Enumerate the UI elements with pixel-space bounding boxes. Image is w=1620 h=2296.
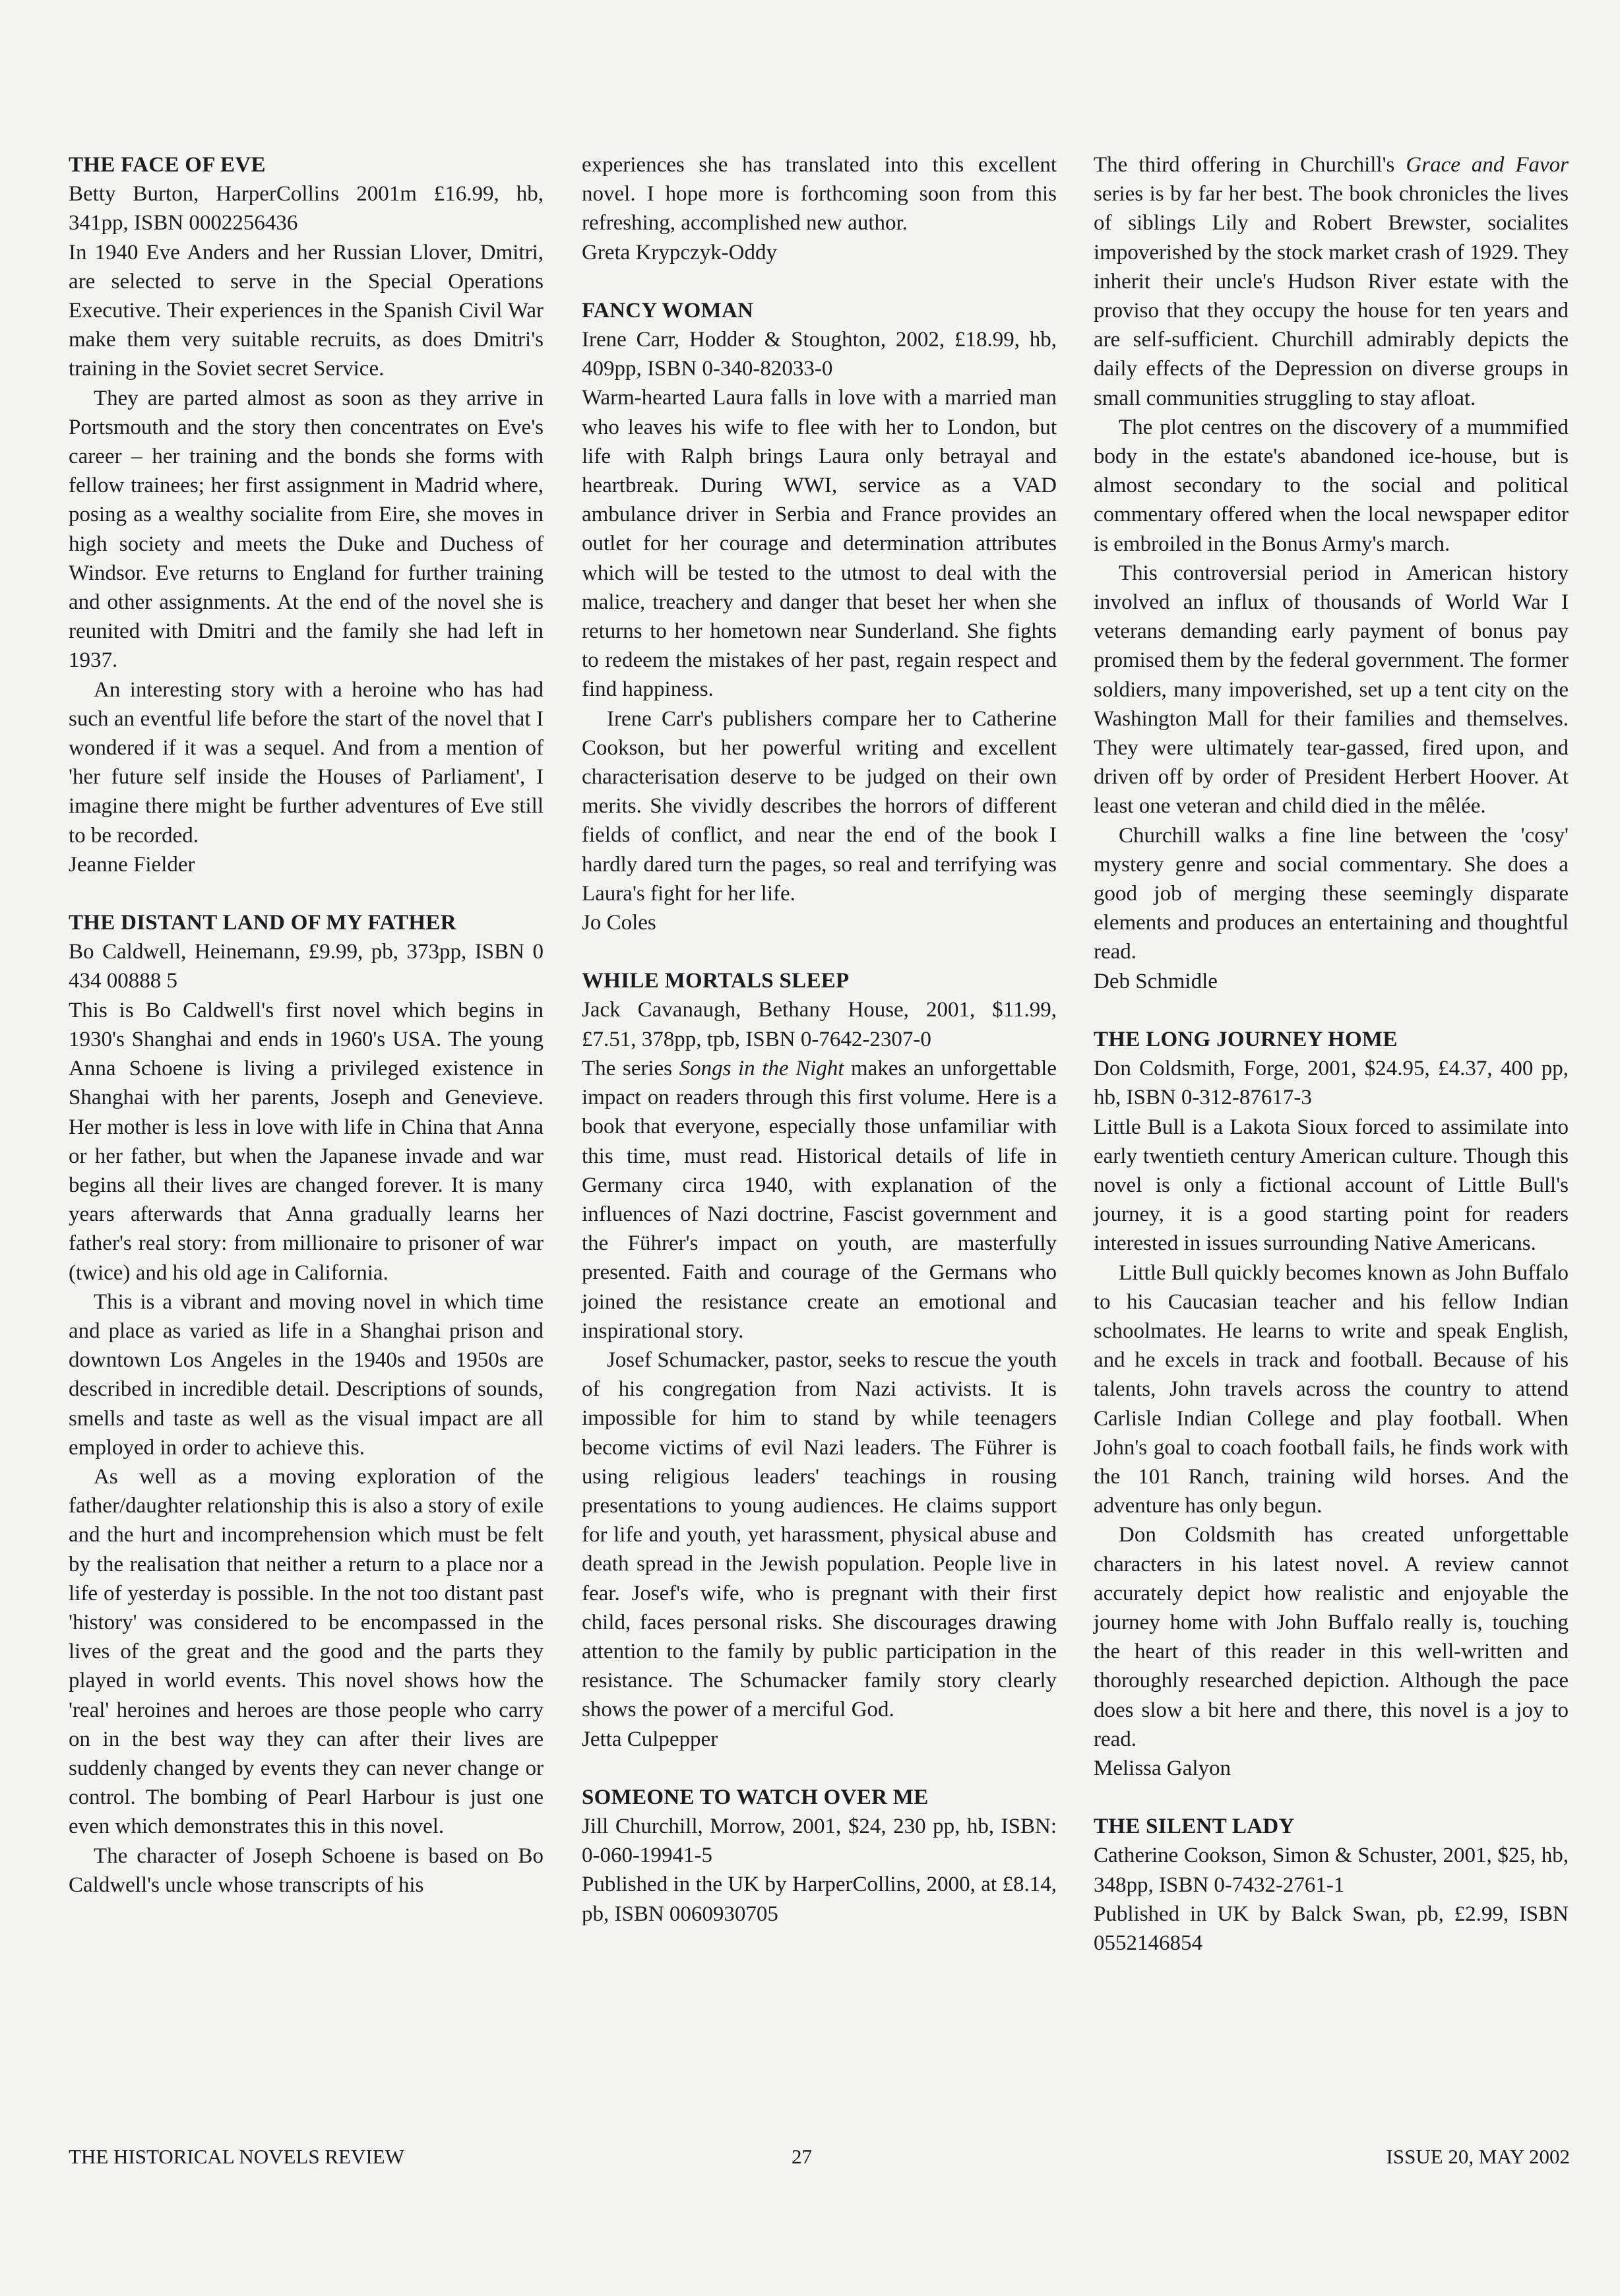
review-biblio: Betty Burton, HarperCollins 2001m £16.99, hb, 341pp, ISBN 0002256436 xyxy=(69,182,544,235)
reviewer-name: Deb Schmidle xyxy=(1094,969,1218,993)
review-paragraph: experiences she has translated into this excellent novel. I hope more is forthcoming soon from this refreshing, accomplished new author. xyxy=(582,153,1057,235)
review-biblio: Don Coldsmith, Forge, 2001, $24.95, £4.37, 400 pp, hb, ISBN 0-312-87617-3 xyxy=(1094,1057,1569,1110)
series-title: Grace and Favor xyxy=(1406,153,1569,177)
reviewer-name: Melissa Galyon xyxy=(1094,1756,1231,1780)
review-title: FANCY WOMAN xyxy=(582,298,754,323)
review-paragraph: This controversial period in American history involved an influx of thousands of World War I veterans demanding early payment of bonus pay promised them by the federal government. The former soldiers, many impoverished, set up a tent city on the Washington Mall for their families and themselves. They were ultimately tear-gassed, fired upon, and driven off by order of President Herbert Hoover. At least one veteran and child died in the mêlée. xyxy=(1094,561,1569,819)
review-paragraph: The character of Joseph Schoene is based on Bo Caldwell's uncle whose transcripts of his xyxy=(69,1844,544,1897)
review-biblio: Jack Cavanaugh, Bethany House, 2001, $11.99, £7.51, 378pp, tpb, ISBN 0-7642-2307-0 xyxy=(582,998,1057,1051)
review-title: THE DISTANT LAND OF MY FATHER xyxy=(69,911,456,935)
reviewer-name: Jeanne Fielder xyxy=(69,852,195,877)
review-title: THE LONG JOURNEY HOME xyxy=(1094,1027,1398,1051)
review-paragraph: This is a vibrant and moving novel in which time and place as varied as life in a Shanghai prison and downtown Los Angeles in the 1940s and 1950s are described in incredible detail. Descriptions of sounds, smells and taste as well as the visual impact are all employed in order to achieve this. xyxy=(69,1289,544,1460)
review-fancy-woman xyxy=(582,296,1057,937)
review-someone-to-watch-over-me-continued xyxy=(1094,150,1569,996)
review-paragraph: Little Bull is a Lakota Sioux forced to assimilate into early twentieth century American culture. Though this novel is only a fictional account of Little Bull's journey, it is a good starting point for readers interested in issues surrounding Native Americans. xyxy=(1094,1115,1569,1256)
page-number: 27 xyxy=(792,2145,812,2168)
text-span: makes an unforgettable impact on readers through this first volume. Here is a book that everyone, especially those unfamiliar with this time, must read. Historical details of life in Germany circa 1940, with explanation of the influences of Nazi doctrine, Fascist government and the Führer's impact on youth, are masterfully presented. Faith and courage of the Germans who joined the resistance create an emotional and inspirational story. xyxy=(582,1056,1057,1343)
review-title: THE SILENT LADY xyxy=(1094,1815,1295,1839)
issue-info: ISSUE 20, MAY 2002 xyxy=(1386,2145,1570,2168)
review-title: THE FACE OF EVE xyxy=(69,153,266,177)
review-paragraph: The plot centres on the discovery of a mummified body in the estate's abandoned ice-house, but is almost secondary to the social and political commentary offered when the local newspaper editor is embroiled in the Bonus Army's march. xyxy=(1094,415,1569,556)
review-paragraph: Churchill walks a fine line between the 'cosy' mystery genre and social commentary. She does a good job of merging these seemingly disparate elements and produces an entertaining and thoughtful read. xyxy=(1094,823,1569,964)
review-silent-lady xyxy=(1094,1812,1569,1958)
journal-name: THE HISTORICAL NOVELS REVIEW xyxy=(69,2145,404,2168)
review-paragraph: Little Bull quickly becomes known as John Buffalo to his Caucasian teacher and his fellow Indian schoolmates. He learns to write and speak English, and he excels in track and football. Because of his talents, John travels across the country to attend Carlisle Indian College and play football. When John's goal to coach football fails, he finds work with the 101 Ranch, training wild horses. And the adventure has only begun. xyxy=(1094,1260,1569,1518)
review-long-journey-home xyxy=(1094,1025,1569,1783)
review-distant-land-continued xyxy=(582,150,1057,267)
review-paragraph: This is Bo Caldwell's first novel which begins in 1930's Shanghai and ends in 1960's USA. The young Anna Schoene is living a privileged existence in Shanghai with her parents, Joseph and Genevieve. Her mother is less in love with life in China that Anna or her father, but when the Japanese invade and war begins all their lives are changed forever. It is many years afterwards that Anna gradually learns her father's real story: from millionaire to prisoner of war (twice) and his old age in California. xyxy=(69,998,544,1285)
review-someone-to-watch-over-me xyxy=(582,1783,1057,1929)
review-paragraph: Irene Carr's publishers compare her to Catherine Cookson, but her powerful writing and excellent characterisation deserve to be judged on their own merits. She vividly describes the horrors of different fields of conflict, and near the end of the book I hardly dared turn the pages, so real and terrifying was Laura's fight for her life. xyxy=(582,706,1057,906)
review-paragraph: An interesting story with a heroine who has had such an eventful life before the start of the novel that I wondered if it was a sequel. And from a mention of 'her future self inside the Houses of Parliament', I imagine there might be further adventures of Eve still to be recorded. xyxy=(69,677,544,848)
review-title: SOMEONE TO WATCH OVER ME xyxy=(582,1785,929,1809)
review-biblio: Bo Caldwell, Heinemann, £9.99, pb, 373pp, ISBN 0 434 00888 5 xyxy=(69,940,544,993)
review-paragraph: As well as a moving exploration of the father/daughter relationship this is also a story of exile and the hurt and incomprehension which must be felt by the realisation that neither a return to a place nor a life of yesterday is possible. In the not too distant past 'history' was considered to be encompassed in the lives of the great and the good and the parts they played in world events. This novel shows how the 'real' heroines and heroes are those people who carry on in the best way they can after their lives are suddenly changed by events they can never change or control. The bombing of Pearl Harbour is just one even which demonstrates this in this novel. xyxy=(69,1464,544,1839)
review-title: WHILE MORTALS SLEEP xyxy=(582,969,850,993)
review-biblio-uk: Published in the UK by HarperCollins, 2000, at £8.14, pb, ISBN 0060930705 xyxy=(582,1873,1057,1926)
column-1 xyxy=(69,150,544,1900)
review-biblio: Irene Carr, Hodder & Stoughton, 2002, £18.99, hb, 409pp, ISBN 0-340-82033-0 xyxy=(582,328,1057,381)
review-biblio: Jill Churchill, Morrow, 2001, $24, 230 pp, hb, ISBN: 0-060-19941-5 xyxy=(582,1814,1057,1868)
review-paragraph: In 1940 Eve Anders and her Russian Llover, Dmitri, are selected to serve in the Special Operations Executive. Their experiences in the Spanish Civil War make them very suitable recruits, as does Dmitri's training in the Soviet secret Service. xyxy=(69,240,544,381)
review-paragraph xyxy=(1094,150,1569,413)
review-paragraph: Warm-hearted Laura falls in love with a married man who leaves his wife to flee with her to London, but life with Ralph brings Laura only betrayal and heartbreak. During WWI, service as a VAD ambulance driver in Serbia and France provides an outlet for her courage and determination attributes which will be tested to the utmost to deal with the malice, treachery and danger that beset her when she returns to her hometown near Sunderland. She fights to redeem the mistakes of her past, regain respect and find happiness. xyxy=(582,386,1057,702)
review-while-mortals-sleep xyxy=(582,966,1057,1753)
review-biblio: Catherine Cookson, Simon & Schuster, 2001, $25, hb, 348pp, ISBN 0-7432-2761-1 xyxy=(1094,1844,1569,1897)
reviewer-name: Jetta Culpepper xyxy=(582,1727,718,1751)
reviewer-name: Greta Krypczyk-Oddy xyxy=(582,240,777,264)
text-span: series is by far her best. The book chronicles the lives of siblings Lily and Robert Brewster, socialites impoverished by the stock market crash of 1929. They inherit their uncle's Hudson River estate with the proviso that they occupy the house for ten years and are self-sufficient. Churchill admirably depicts the daily effects of the Depression on diverse groups in small communities struggling to stay afloat. xyxy=(1094,182,1569,410)
text-span: The third offering in Churchill's xyxy=(1094,153,1406,177)
text-span: The series xyxy=(582,1056,679,1080)
column-3 xyxy=(1094,150,1569,1958)
review-face-of-eve xyxy=(69,150,544,879)
column-2 xyxy=(582,150,1057,1929)
review-paragraph: Josef Schumacker, pastor, seeks to rescue the youth of his congregation from Nazi activists. It is impossible for him to stand by while teenagers become victims of evil Nazi leaders. The Führer is using religious leaders' teachings in rousing presentations to young audiences. He claims support for life and youth, yet harassment, physical abuse and death spread in the Jewish population. People live in fear. Josef's wife, who is pregnant with their first child, faces personal risks. She discourages drawing attention to the family by public participation in the resistance. The Schumacker family story clearly shows the power of a merciful God. xyxy=(582,1348,1057,1722)
review-biblio-uk: Published in UK by Balck Swan, pb, £2.99, ISBN 0552146854 xyxy=(1094,1902,1569,1955)
review-paragraph: Don Coldsmith has created unforgettable characters in his latest novel. A review cannot accurately depict how realistic and enjoyable the journey home with John Buffalo really is, touching the heart of this reader in this well-written and thoroughly researched depiction. Although the pace does slow a bit here and there, this novel is a joy to read. xyxy=(1094,1523,1569,1751)
series-title: Songs in the Night xyxy=(679,1056,844,1080)
review-paragraph xyxy=(582,1054,1057,1346)
review-distant-land xyxy=(69,908,544,1900)
review-paragraph: They are parted almost as soon as they arrive in Portsmouth and the story then concentrates on Eve's career – her training and the bonds she forms with fellow trainees; her first assignment in Madrid where, posing as a wealthy socialite from Eire, she moves in high society and meets the Duke and Duchess of Windsor. Eve returns to England for further training and other assignments. At the end of the novel she is reunited with Dmitri and the family she had left in 1937. xyxy=(69,386,544,673)
reviewer-name: Jo Coles xyxy=(582,911,656,935)
